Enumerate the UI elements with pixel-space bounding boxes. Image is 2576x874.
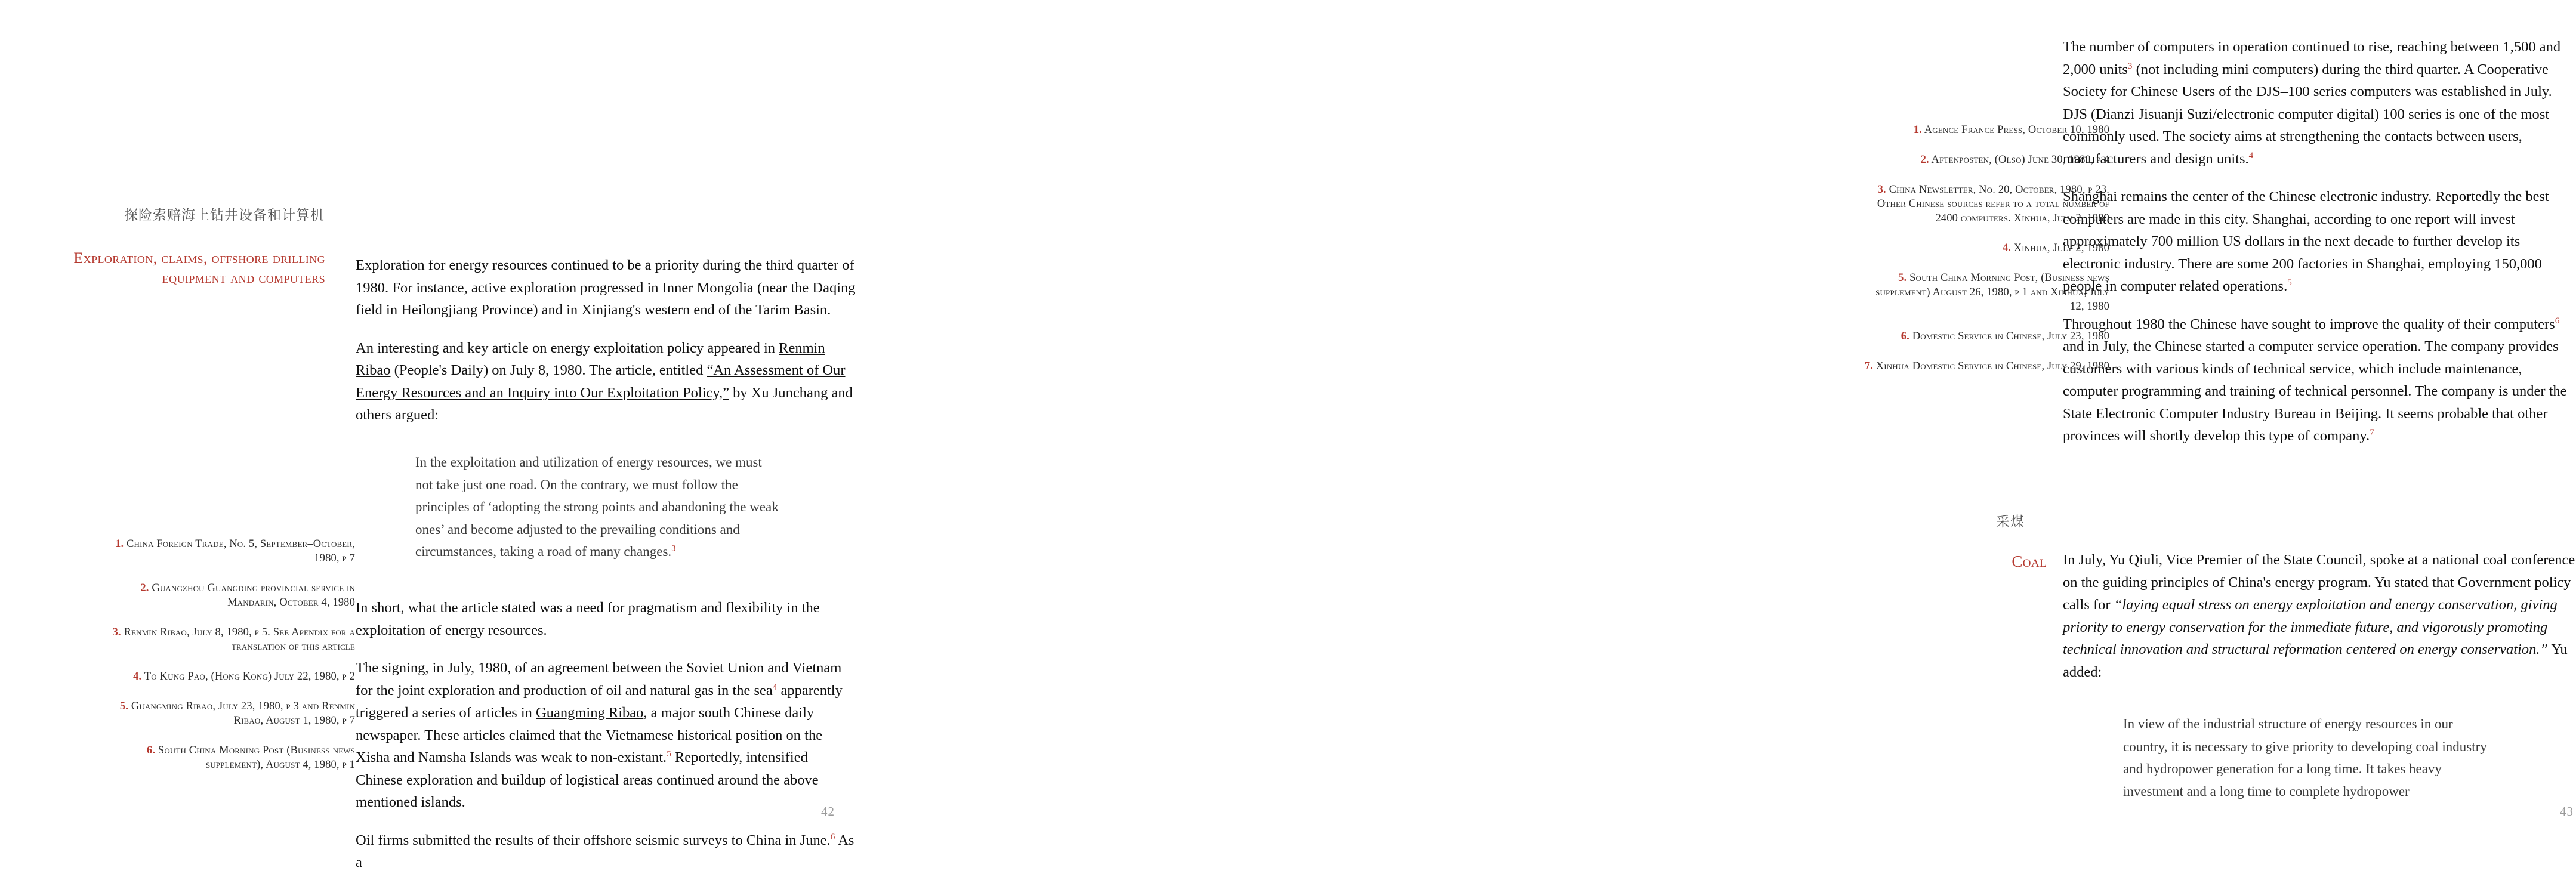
footnote-text: South China Morning Post (Business news supplement), August 4, 1980, p 1 <box>158 745 355 771</box>
footnote-entry <box>1862 123 2109 137</box>
citation-title: “An Assessment of Our Energy Resources and an Inquiry into Our Exploitation Policy,” <box>356 362 846 401</box>
footnote-text: China Newsletter, No. 20, October, 1980, p 23. Other Chinese sources refer to a total number of 2400 computers. Xinhua, July 2, 1980 <box>1877 184 2109 224</box>
footnote-text: Guangming Ribao, July 23, 1980, p 3 and Renmin Ribao, August 1, 1980, p 7 <box>131 700 355 727</box>
footnote-number: 3. <box>1877 184 1886 196</box>
footnote-text: South China Morning Post, (Business news supplement) August 26, 1980, p 1 and Xinhua, July 12, 1980 <box>1875 272 2109 313</box>
paragraph-text: by Xu Junchang and others argued: <box>356 384 853 423</box>
footnote-text: Xinhua, July 2, 1980 <box>2013 242 2109 254</box>
footnote-text: Agence France Press, October 10, 1980 <box>1924 124 2109 136</box>
footnote-number: 5. <box>1898 272 1907 284</box>
paragraph-text: (People's Daily) on July 8, 1980. The article, entitled <box>390 362 707 378</box>
footnote-entry <box>104 699 355 728</box>
footnote-marker: 4 <box>2248 150 2254 160</box>
footnote-marker: 6 <box>2555 315 2560 326</box>
paragraph <box>2063 36 2576 170</box>
paragraph <box>356 829 857 874</box>
footnote-text: To Kung Pao, (Hong Kong) July 22, 1980, p 2 <box>144 671 355 682</box>
footnote-number: 4. <box>2002 242 2011 254</box>
footnote-entry <box>104 581 355 610</box>
paragraph-text: apparently triggered a series of articles in <box>356 682 843 721</box>
paragraph-text: Oil firms submitted the results of their offshore seismic surveys to China in June. <box>356 832 831 848</box>
paragraph-text: Throughout 1980 the Chinese have sought to improve the quality of their computers <box>2063 316 2555 332</box>
blockquote-text: In view of the industrial structure of energy resources in our country, it is necessary to give priority to developing coal industry and hydropower generation for a long time. It takes heavy investment and a long time to complete hydropower <box>2123 717 2487 799</box>
blockquote-text: In the exploitation and utilization of energy resources, we must not take just one road. On the contrary, we must follow the principles of ‘adopting the strong points and abandoning the weak ones’ and become adjusted to the prevailing conditions and circumstances, taking a road of many changes. <box>415 455 779 559</box>
paragraph-text: The signing, in July, 1980, of an agreement between the Soviet Union and Vietnam for the joint exploration and production of oil and natural gas in the sea <box>356 660 842 699</box>
paragraph-text: , a major south Chinese daily newspaper. These articles claimed that the Vietnamese historical position on the Xisha and Namsha Islands was weak to non-existant. <box>356 705 823 765</box>
running-head-chinese-left: 探险索赔海上钻井设备和计算机 <box>124 208 325 223</box>
paragraph-text: An interesting and key article on energy exploitation policy appeared in <box>356 339 779 356</box>
section-title-exploration: Exploration, claims, offshore drilling equipment and computers <box>73 249 325 286</box>
footnote-number: 2. <box>140 582 149 594</box>
left-page <box>0 0 895 870</box>
main-text-column-right <box>2063 36 2576 447</box>
footnote-number: 2. <box>1920 154 1929 166</box>
paragraph-text: In July, Yu Qiuli, Vice Premier of the State Council, spoke at a national coal conference on the guiding principles of China's energy program. Yu stated that Government policy calls for <box>2063 552 2575 613</box>
footnote-number: 3. <box>112 626 121 638</box>
paragraph <box>356 597 857 641</box>
main-text-column-left <box>356 254 857 427</box>
footnote-marker: 5 <box>667 748 671 759</box>
footnote-entry <box>1862 329 2109 344</box>
footnote-entry <box>104 537 355 566</box>
paragraph <box>356 254 857 322</box>
footnote-number: 7. <box>1864 360 1873 372</box>
main-text-column-left-lower <box>356 597 857 874</box>
paragraph <box>2063 186 2576 298</box>
citation-title: Guangming Ribao <box>536 705 644 721</box>
footnote-number: 5. <box>119 700 129 712</box>
paragraph-text: Reportedly, intensified Chinese exploration and buildup of logistical areas continued around the above mentioned islands. <box>356 749 819 810</box>
margin-footnotes-left <box>104 537 355 772</box>
paragraph-text: Yu added: <box>2063 641 2568 680</box>
footnote-entry <box>1862 271 2109 314</box>
right-page <box>895 0 2575 844</box>
main-text-column-right-coal <box>2063 549 2576 683</box>
footnote-number: 6. <box>146 745 156 756</box>
footnote-marker: 6 <box>830 831 835 842</box>
footnote-text: Guangzhou Guangding provincial service in Mandarin, October 4, 1980 <box>152 582 355 609</box>
paragraph-text: Exploration for energy resources continued to be a priority during the third quarter of 1980. For instance, active exploration progressed in Inner Mongolia (near the Daqing field in Heilongjiang Province) and in Xinjiang's western end of the Tarim Basin. <box>356 257 856 318</box>
blockquote-right <box>2123 713 2493 802</box>
footnote-marker: 3 <box>2127 60 2133 71</box>
footnote-text: Domestic Service in Chinese, July 23, 1980 <box>1912 331 2109 342</box>
paragraph <box>2063 549 2576 683</box>
footnote-entry <box>1862 241 2109 255</box>
blockquote-left <box>415 451 779 563</box>
footnote-number: 6. <box>1901 331 1909 342</box>
footnote-marker: 7 <box>2370 427 2374 437</box>
footnote-entry <box>104 743 355 772</box>
footnote-text: China Foreign Trade, No. 5, September–October, 1980, p 7 <box>127 538 355 564</box>
footnote-text: Xinhua Domestic Service in Chinese, July 29, 1980 <box>1875 360 2109 372</box>
footnote-marker: 4 <box>772 681 778 692</box>
paragraph <box>356 657 857 814</box>
margin-footnotes-right <box>1862 123 2109 373</box>
footnote-entry <box>1862 153 2109 167</box>
footnote-entry <box>104 669 355 684</box>
page-number-left: 42 <box>821 804 835 819</box>
footnote-entry <box>1862 359 2109 373</box>
footnote-number: 1. <box>115 538 124 550</box>
quoted-policy-text: “laying equal stress on energy exploitation and energy conservation, giving priority to energy conservation for the immediate future, and vigorously promoting technical innovation and structural reformation centered on energy conservation.” <box>2063 597 2558 657</box>
paragraph-text: In short, what the article stated was a need for pragmatism and flexibility in the exploitation of energy resources. <box>356 600 820 638</box>
footnote-number: 1. <box>1913 124 1922 136</box>
paragraph-text: The number of computers in operation continued to rise, reaching between 1,500 and 2,000 units <box>2063 39 2561 78</box>
footnote-entry <box>104 625 355 654</box>
footnote-entry <box>1862 183 2109 226</box>
footnote-marker: 5 <box>2287 277 2292 288</box>
footnote-text: Renmin Ribao, July 8, 1980, p 5. See Apendix for a translation of this article <box>124 626 355 653</box>
running-head-chinese-right: 采煤 <box>1996 514 2025 530</box>
paragraph-text: Shanghai remains the center of the Chinese electronic industry. Reportedly the best computers are made in this city. Shanghai, according to one report will invest approximately 700 million US dollars in the next decade to further develop its electronic industry. There are some 200 factories in Shanghai, employing 150,000 people in computer related operations. <box>2063 189 2549 294</box>
paragraph-text: (not including mini computers) during the third quarter. A Cooperative Society for Chinese Users of the DJS–100 series computers was established in July. DJS (Dianzi Jisuanji Suzi/electronic computer digital) 100 series is one of the most commonly used. The society aims at strengthening the contacts between users, manufacturers and design units. <box>2063 61 2552 167</box>
footnote-number: 4. <box>133 671 142 682</box>
footnote-marker: 3 <box>671 543 676 554</box>
footnote-text: Aftenposten, (Olso) June 30, 1980, p 4 <box>1931 154 2109 166</box>
paragraph <box>356 337 857 427</box>
paragraph <box>2063 313 2576 447</box>
section-title-coal: Coal <box>2012 552 2047 570</box>
paragraph-text: and in July, the Chinese started a computer service operation. The company provides customers with various kinds of technical service, which include maintenance, computer programming and training of technical personnel. The company is under the State Electronic Computer Industry Bureau in Beijing. It seems probable that other provinces will shortly develop this type of company. <box>2063 338 2567 444</box>
citation-title: Renmin Ribao <box>356 339 825 378</box>
paragraph-text: As a <box>356 832 854 870</box>
page-number-right: 43 <box>2560 804 2574 819</box>
